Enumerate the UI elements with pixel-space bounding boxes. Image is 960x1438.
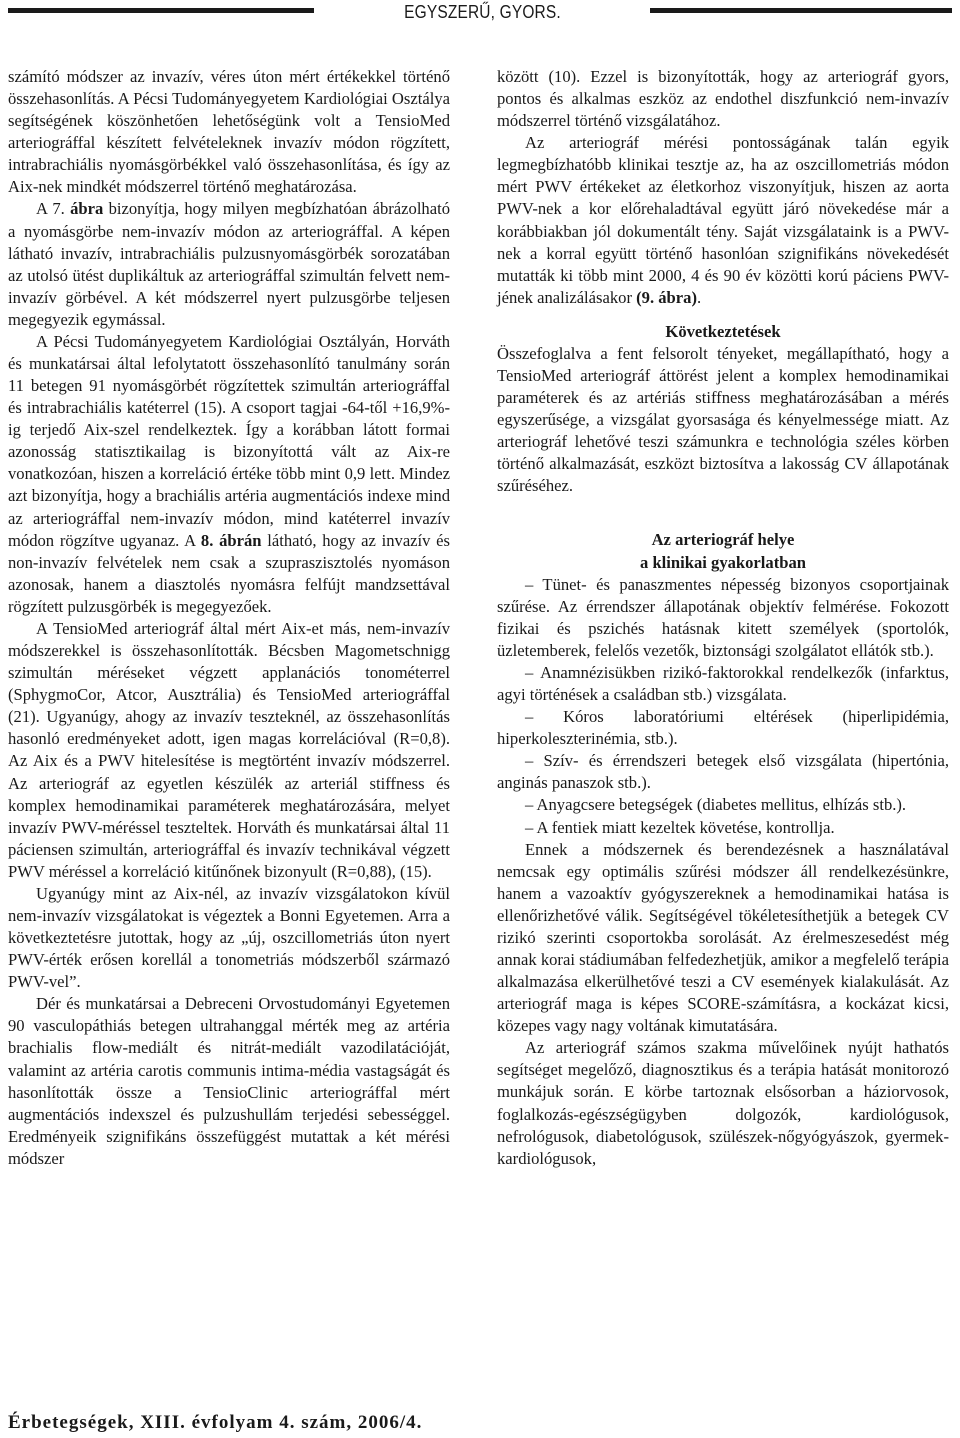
- figure-reference: 8. ábrán: [200, 530, 262, 550]
- paragraph: A TensioMed arteriográf által mért Aix-et más, nem-invazív módszerekkel is összehasonlították. Bécsben Magometschnigg szimultán méréseket végzett applanációs tonométerrel (SphygmoCor, Atcor, Ausztrália) és TensioMed arteriográffal (21). Ugyanúgy, ahogy az invazív teszteknél, az összehasonlítás hasonló eredményeket adott, igen magas korrelációval (R=0,8). Az Aix és a PWV hitelesítése is megtörtént invazív módszerrel. Az arteriográf az egyetlen készülék az arteriál stiffness és komplex hemodinamikai paraméterek meghatározására, melyet invazív PWV-méréssel teszteltek. Horváth és munkatársai által 11 páciensen szimultán, arteriográffal és invazív technikával végzett PWV méréssel a korreláció kitűnőnek bizonyult (R=0,88), (15).: [8, 618, 450, 881]
- text-run: Az arteriográf mérési pontosságának talán egyik legmegbízhatóbb klinikai tesztje az, ha az oszcillometriás módon mért PWV értékeket az életkorhoz viszonyítjuk, hiszen az aorta PWV-nek a kor előrehaladtával együtt járó növekedése már a korábbiakban jól dokumentált tény. Saját vizsgálataink is a PWV-nek a korral együtt történő hasonlóan szignifikáns növekedését mutatták ki több mint 2000, 4 és 90 év közötti korú páciens PWV-jének analizálásakor: [497, 133, 949, 307]
- list-item: – Szív- és érrendszeri betegek első vizsgálata (hipertónia, anginás panaszok stb.).: [497, 751, 949, 793]
- paragraph-pecs-study: [8, 331, 450, 618]
- list-item: – A fentiek miatt kezeltek követése, kontrollja.: [525, 817, 835, 837]
- paragraph: között (10). Ezzel is bizonyították, hogy az arteriográf gyors, pontos és alkalmas eszköz az endothel diszfunkció nem-invazív módszerrel történő vizsgálatához.: [497, 67, 949, 131]
- paragraph: Az arteriográf számos szakma művelőinek nyújt hathatós segítséget megelőző, diagnosztikus és a terápia hatását monitorozó munkájuk során. E körbe tartoznak elsősorban a háziorvosok, foglalkozás-egészségügyben dolgozók, kardiológusok, nefrológusok, diabetológusok, szülészek-nőgyógyászok, gyermek-kardiológusok,: [497, 1038, 949, 1168]
- paragraph: Dér és munkatársai a Debreceni Orvostudományi Egyetemen 90 vasculopáthiás betegen ultrahanggal mérték meg az artéria brachialis flow-mediált és nitrát-mediált vazodilatációját, valamint az artéria carotis communis intima-média vastagságát és hasonlították össze a TensioClinic arteriográffal mért augmentációs indexszel és pulzushullám terjedési sebességgel. Eredményeik szignifikáns összefüggést mutattak a két mérési módszer: [8, 994, 450, 1168]
- left-column: [8, 66, 450, 1170]
- paragraph: Ugyanúgy mint az Aix-nél, az invazív vizsgálatokon kívül nem-invazív vizsgálatokat is végeztek a Bonni Egyetemen. Arra a következtetésre jutottak, hogy az „új, oszcillometriás úton nyert PWV-érték erősen korellál a tonometriás módszerből származó PWV-vel”.: [8, 883, 450, 992]
- text-run: .: [696, 287, 702, 307]
- page-header: [0, 0, 960, 28]
- list-item: – Tünet- és panaszmentes népesség bizonyos csoportjainak szűrése. Az érrendszer állapotának objektív felmérése. Fokozott fizikai és pszichés hatásnak kitett személyek (sportolók, üzletemberek, felelős vezetők, biztonsági szolgálatot ellátók stb.).: [497, 574, 949, 660]
- section-heading-clinical-line2: a klinikai gyakorlatban: [640, 552, 806, 572]
- paragraph: számító módszer az invazív, véres úton mért értékekkel történő összehasonlítás. A Pécsi Tudományegyetem Kardiológiai Osztálya segítségének köszönhetően lehetőségünk volt a TensioMed arteriográffal készített felvételeknek invazív módon rögzített, intrabrachiális nyomásgörbékkel való összehasonlítása, és így az Aix-nek mindkét módszerrel történő meghatározása.: [8, 67, 450, 197]
- header-rule-right: [650, 8, 952, 13]
- journal-footer: Érbetegségek, XIII. évfolyam 4. szám, 2006/4.: [8, 1412, 423, 1433]
- paragraph-figure9: [497, 132, 949, 309]
- list-item: – Anamnézisükben rizikó-faktorokkal rendelkezők (infarktus, agyi történések a családban stb.) vizsgálata.: [497, 662, 949, 705]
- section-heading-conclusions: Következtetések: [665, 321, 781, 341]
- text-run: A 7.: [36, 199, 71, 219]
- right-column: [497, 66, 949, 1170]
- text-run: bizonyítja, hogy milyen megbízhatóan ábrázolható a nyomásgörbe nem-invazív módon az arteriográffal. A képen látható invazív, intrabrachiális pulzusnyomásgörbék sorozatában az utolsó ütést duplikáltuk az arteriográffal szimultán felvett nem-invazív görbével. A két módszerrel nyert pulzusgörbe teljesen megegyezik egymással.: [8, 199, 451, 329]
- paragraph: Ennek a módszernek és berendezésnek a használatával nemcsak egy optimális szűrési módszer áll rendelkezésünkre, hanem a vazoaktív gyógyszereknek a hemodinamikai hatása is ellenőrizhetővé válik. Segítségével tökéletesíthetjük a betegek CV rizikó szerinti csoportokba sorolását. Az érelmeszesedést még annak korai stádiumában felfedezhetjük, amikor a megfelelő terápia alkalmazása elkerülhetővé teszi a CV események kialakulását. Az arteriográf maga is képes SCORE-számításra, a kockázat kicsi, közepes vagy nagy voltának kimutatására.: [497, 839, 949, 1036]
- section-heading-clinical-line1: Az arteriográf helye: [651, 530, 795, 550]
- running-title: EGYSZERŰ, GYORS.: [404, 2, 561, 22]
- list-item: – Anyagcsere betegségek (diabetes mellitus, elhízás stb.).: [525, 795, 907, 815]
- text-run: látható, hogy az invazív és non-invazív felvételek nem csak a szupraszisztolés nyomáson azonosak, hanem a diasztolés nyomásra felfújt mandzsettával rögzített pulzusgörbék is megegyezőek.: [8, 530, 450, 616]
- text-run: A Pécsi Tudományegyetem Kardiológiai Osztályán, Horváth és munkatársai által lefolytatott összehasonlító tanulmány során 11 betegen 91 nyomásgörbét rögzítettek szimultán arteriográffal és intrabrachiális katéterrel (15). A csoport tagjai -64-től +16,9%-ig terjedő Aix-szel rendelkeztek. Így a korábban látott formai azonosság statisztikailag is bizonyítottá vált az Aix-re vonatkozóan, hiszen a korreláció értéke több mint 0,9 lett. Mindez azt bizonyítja, hogy a brachiális artéria augmentációs indexe mind az arteriográffal nem-invazív módon, mind katéterrel invazív módon rögzítve ugyanaz. A: [8, 331, 450, 550]
- header-rule-left: [8, 8, 314, 13]
- paragraph-figure7: [8, 198, 450, 330]
- paragraph: Összefoglalva a fent felsorolt tényeket, megállapítható, hogy a TensioMed arteriográf áttörést jelent a komplex hemodinamikai paraméterek és az artériás stiffness meghatározásában a mérés egyszerűsége, a vizsgálat gyorsasága és kényelmessége miatt. Az arteriográf lehetővé teszi számunkra e technológia széles körben történő alkalmazását, eszközt biztosítva a lakosság CV állapotának szűréséhez.: [497, 343, 949, 496]
- figure-reference: ábra: [70, 199, 104, 219]
- figure-reference: (9. ábra): [636, 287, 697, 307]
- list-item: – Kóros laboratóriumi eltérések (hiperlipidémia, hiperkoleszterinémia, stb.).: [497, 707, 949, 749]
